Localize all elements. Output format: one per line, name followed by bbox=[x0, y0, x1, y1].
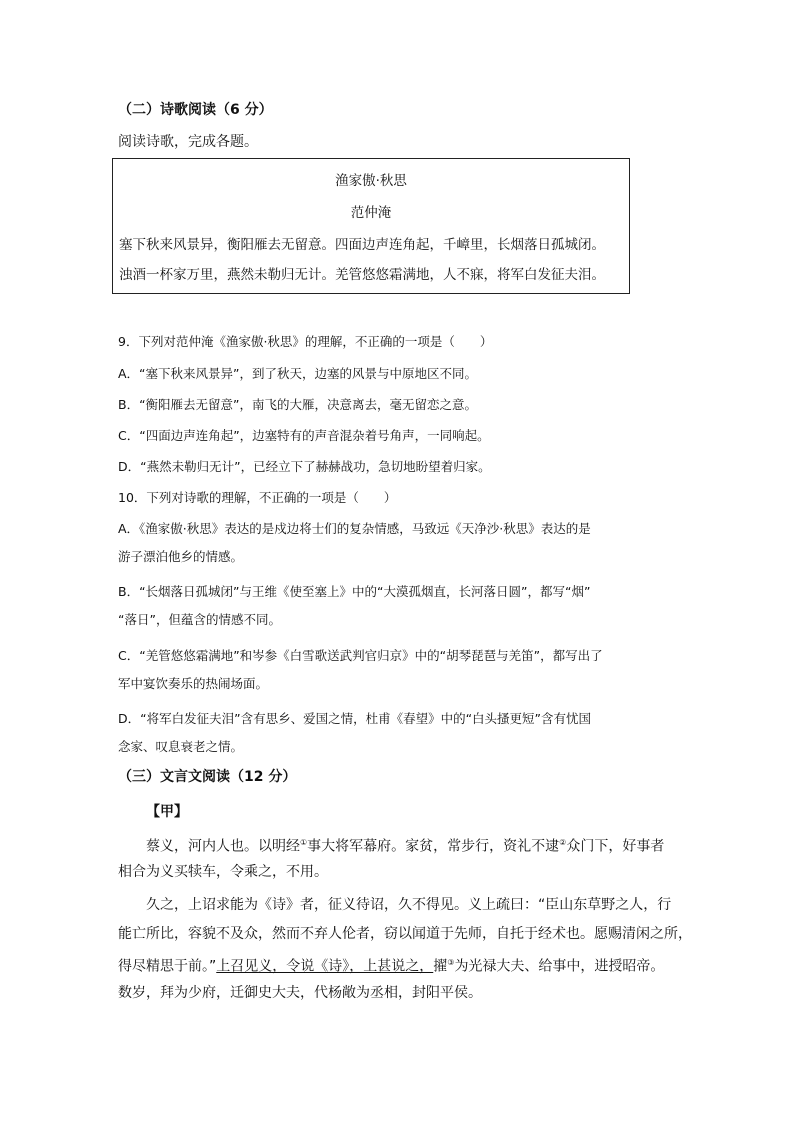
q9-option-a: A．“塞下秋来风景异”，到了秋天，边塞的风景与中原地区不同。 bbox=[118, 366, 478, 381]
section2-title: （二）诗歌阅读（6 分） bbox=[118, 102, 273, 118]
q10-option-a-line2: 游子漂泊他乡的情感。 bbox=[118, 549, 244, 564]
passage-jia-label: 【甲】 bbox=[146, 804, 188, 820]
poem-box bbox=[112, 158, 630, 294]
section2-instruction: 阅读诗歌，完成各题。 bbox=[118, 134, 258, 150]
poem-line-1: 塞下秋来风景异，衡阳雁去无留意。四面边声连角起，千嶂里，长烟落日孤城闭。 bbox=[119, 237, 605, 253]
passage-p2-line2: 能亡所比，容貌不及众，然而不弃人伦者，窃以闻道于先师，自托于经术也。愿赐清闲之所， bbox=[118, 926, 692, 942]
section3-title: （三）文言文阅读（12 分） bbox=[118, 769, 297, 785]
footnote-1-marker: ① bbox=[300, 838, 308, 847]
passage-p2-line4: 数岁，拜为少府，迁御史大夫，代杨敞为丞相，封阳平侯。 bbox=[118, 985, 482, 1001]
passage-p1-line2: 相合为义买犊车，令乘之，不用。 bbox=[118, 864, 328, 880]
q10-option-d-line1: D．“将军白发征夫泪”含有思乡、爱国之情，杜甫《春望》中的“白头搔更短”含有忧国 bbox=[118, 711, 592, 726]
p2-text-c: 为光禄大夫、给事中，进授昭帝。 bbox=[454, 958, 665, 975]
passage-p1-line1 bbox=[146, 833, 664, 857]
footnote-3-marker: ③ bbox=[447, 958, 455, 967]
q9-option-d: D．“燕然未勒归无计”，已经立下了赫赫战功，急切地盼望着归家。 bbox=[118, 459, 491, 474]
poem-author: 范仲淹 bbox=[350, 205, 392, 221]
q10-option-c-line2: 军中宴饮奏乐的热闹场面。 bbox=[118, 676, 269, 691]
footnote-2-marker: ② bbox=[559, 838, 567, 847]
q10-option-d-line2: 念家、叹息衰老之情。 bbox=[118, 739, 244, 754]
q10-option-b-line2: “落日”，但蕴含的情感不同。 bbox=[118, 612, 281, 627]
q10-option-c-line1: C．“羌管悠悠霜满地”和岑参《白雪歌送武判官归京》中的“胡琴琵琶与羌笛”，都写出了 bbox=[118, 648, 603, 663]
p1-text-b: 事大将军幕府。家贫，常步行，资礼不逮 bbox=[307, 838, 560, 855]
poem-line-2: 浊酒一杯家万里，燕然未勒归无计。羌管悠悠霜满地，人不寐，将军白发征夫泪。 bbox=[119, 267, 605, 283]
q10-option-a-line1: A．《渔家傲·秋思》表达的是戍边将士们的复杂情感，马致远《天净沙·秋思》表达的是 bbox=[118, 521, 591, 536]
p1-text-c: 众门下，好事者 bbox=[566, 838, 665, 855]
q9-stem: 9．下列对范仲淹《渔家傲·秋思》的理解，不正确的一项是（ ） bbox=[118, 334, 493, 349]
q10-stem: 10．下列对诗歌的理解，不正确的一项是（ ） bbox=[118, 490, 397, 505]
q9-option-c: C．“四面边声连角起”，边塞特有的声音混杂着号角声，一同响起。 bbox=[118, 428, 490, 443]
passage-p2-line3 bbox=[118, 953, 664, 977]
underlined-sentence: 上召见义，令说《诗》，上甚说之， bbox=[216, 958, 434, 975]
poem-title: 渔家傲·秋思 bbox=[335, 173, 407, 189]
p1-text-a: 蔡义，河内人也。以明经 bbox=[146, 838, 300, 855]
q10-option-b-line1: B．“长烟落日孤城闭”与王维《使至塞上》中的“大漠孤烟直，长河落日圆”，都写“烟” bbox=[118, 584, 591, 599]
p2-text-a: 得尽精思于前。” bbox=[118, 958, 217, 975]
q9-option-b: B．“衡阳雁去无留意”，南飞的大雁，决意离去，毫无留恋之意。 bbox=[118, 397, 478, 412]
p2-text-b: 擢 bbox=[433, 958, 448, 975]
passage-p2-line1: 久之，上诏求能为《诗》者，征义待诏，久不得见。义上疏曰：“臣山东草野之人，行 bbox=[146, 897, 672, 913]
